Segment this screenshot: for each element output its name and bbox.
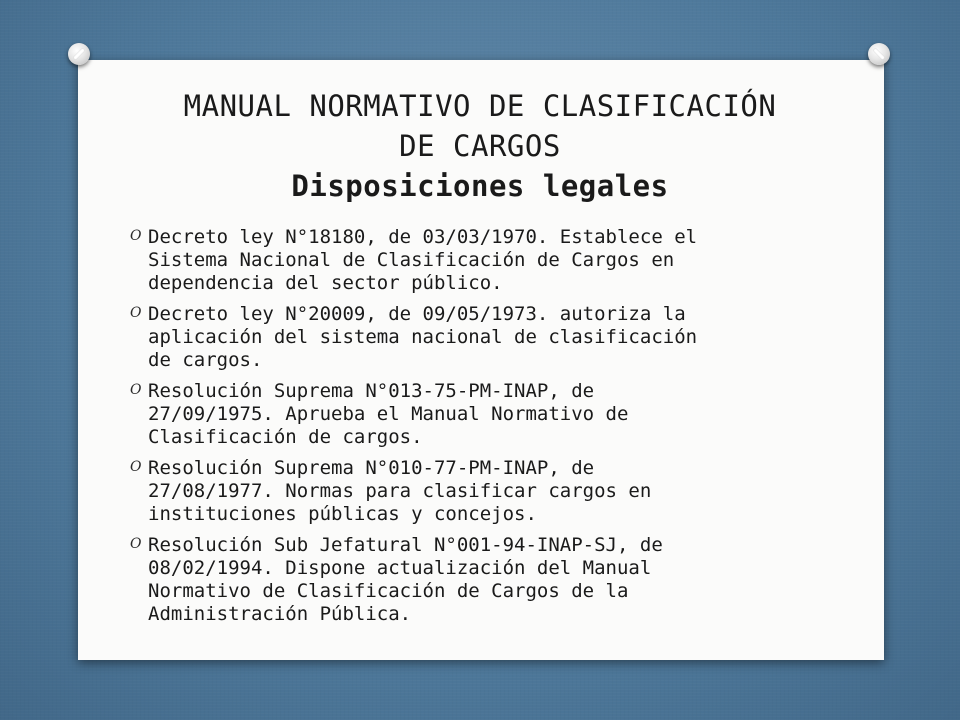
- slide-subtitle: Disposiciones legales: [291, 169, 669, 203]
- paper-clip-icon: [868, 43, 890, 65]
- legal-provisions-list: [130, 226, 830, 634]
- list-item: [130, 303, 830, 372]
- paper-clip-icon: [68, 43, 90, 65]
- title-line-2: DE CARGOS: [399, 129, 561, 163]
- bullet-text: Decreto ley N°20009, de 09/05/1973. autoriza la aplicación del sistema nacional de clasificación de cargos.: [148, 303, 698, 371]
- bullet-marker: O: [130, 459, 142, 475]
- bullet-marker: O: [130, 305, 142, 321]
- bullet-marker: O: [130, 228, 142, 244]
- bullet-marker: O: [130, 536, 142, 552]
- slide-title: [0, 86, 960, 206]
- list-item: [130, 226, 830, 295]
- list-item: [130, 380, 830, 449]
- bullet-text: Resolución Suprema N°010-77-PM-INAP, de 27/08/1977. Normas para clasificar cargos en instituciones públicas y concejos.: [148, 457, 652, 525]
- list-item: [130, 534, 830, 626]
- bullet-marker: O: [130, 382, 142, 398]
- list-item: [130, 457, 830, 526]
- bullet-text: Resolución Sub Jefatural N°001-94-INAP-SJ, de 08/02/1994. Dispone actualización del Manual Normativo de Clasificación de Cargos de la Administración Pública.: [148, 534, 663, 625]
- bullet-text: Decreto ley N°18180, de 03/03/1970. Establece el Sistema Nacional de Clasificación de Cargos en dependencia del sector público.: [148, 226, 698, 294]
- bullet-text: Resolución Suprema N°013-75-PM-INAP, de 27/09/1975. Aprueba el Manual Normativo de Clasificación de cargos.: [148, 380, 629, 448]
- title-line-1: MANUAL NORMATIVO DE CLASIFICACIÓN: [183, 89, 777, 123]
